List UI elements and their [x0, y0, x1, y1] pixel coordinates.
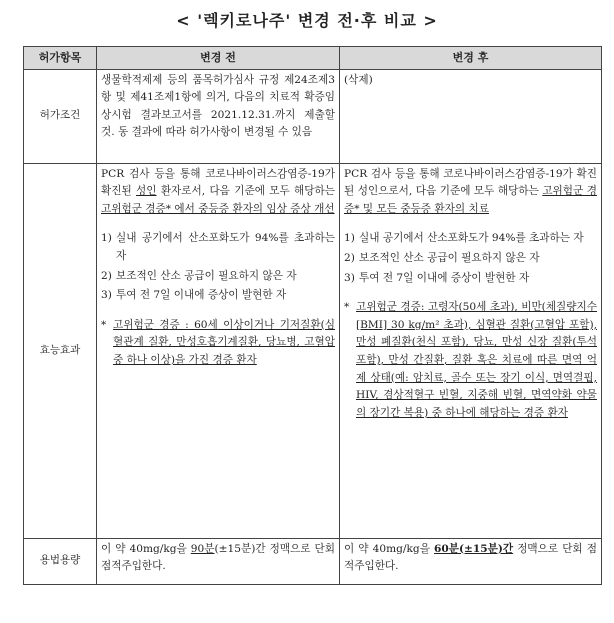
- list-item: 3) 투여 전 7일 이내에 증상이 발현한 자: [344, 271, 530, 284]
- page-title: < '렉키로나주' 변경 전·후 비교 >: [176, 11, 438, 30]
- header-after: 변경 후: [340, 47, 602, 70]
- underlined-text: 성인: [136, 185, 157, 198]
- footnote: * 고위험군 경증 : 60세 이상이거나 기저질환(심혈관계 질환, 만성호흡기계질환, 당뇨병, 고혈압 중 하나 이상)을 가진 경증 환자: [101, 318, 335, 366]
- row-label: 용법용량: [24, 538, 97, 584]
- header-before: 변경 전: [97, 47, 340, 70]
- list-item: 1) 실내 공기에서 산소포화도가 94%를 초과하는 자: [101, 232, 335, 262]
- efficacy-before: [97, 163, 340, 538]
- dosage-before: 이 약 40mg/kg을 90분(±15분)간 정맥으로 단회 점적주입한다.: [97, 538, 340, 584]
- efficacy-before-intro: PCR 검사 등을 통해 코로나바이러스감염증-19가 확진된 성인 환자로서, 다음 기준에 모두 해당하는 고위험군 경증* 에서 중등증 환자의 임상 증상 개선: [101, 167, 335, 215]
- list-item: 3) 투여 전 7일 이내에 증상이 발현한 자: [101, 289, 287, 302]
- header-item: 허가항목: [24, 47, 97, 70]
- table-row: [24, 163, 602, 538]
- condition-before: 생물학적제제 등의 품목허가심사 규정 제24조제3항 및 제41조제1항에 의거, 다음의 치료적 확증임상시험 결과보고서를 2021.12.31.까지 제출할 것. 동 결과에 따라 허가사항이 변경될 수 있음: [97, 69, 340, 163]
- list-item: 2) 보조적인 산소 공급이 필요하지 않은 자: [101, 269, 297, 282]
- list-item: 1) 실내 공기에서 산소포화도가 94%를 초과하는 자: [344, 232, 584, 245]
- table-row: [24, 538, 602, 584]
- underlined-text: 고위험군 경증* 및 모든 중등증 환자의 치료: [344, 185, 597, 215]
- row-label: 효능효과: [24, 163, 97, 538]
- footnote: * 고위험군 경증: 고령자(50세 초과), 비만(체질량지수[BMI] 30 kg/m² 초과), 심혈관 질환(고혈압 포함), 만성 폐질환(천식 포함), 당뇨, 만성 신장 질환(투석 포함), 만성 간질환, 질환 혹은 치료에 따른 면역 억제 상태(예: 암치료, 골수 또는 장기 이식, 면역결핍, HIV, 겸상적혈구 빈혈, 지중해 빈혈, 면역약화 약물의 장기간 복용) 중 하나에 해당하는 경증 환자: [344, 301, 597, 419]
- comparison-table: [23, 46, 602, 585]
- underlined-text: 60분(±15분)간: [434, 542, 514, 555]
- table-header-row: [24, 47, 602, 70]
- table-row: [24, 69, 602, 163]
- row-label: 허가조건: [24, 69, 97, 163]
- dosage-after: 이 약 40mg/kg을 60분(±15분)간 정맥으로 단회 점적주입한다.: [340, 538, 602, 584]
- efficacy-after-intro: PCR 검사 등을 통해 코로나바이러스감염증-19가 확진된 성인으로서, 다음 기준에 모두 해당하는 고위험군 경증* 및 모든 중등증 환자의 치료: [344, 167, 597, 215]
- underlined-text: 고위험군 경증* 에서 중등증 환자의 임상 증상 개선: [101, 202, 335, 215]
- underlined-text: 90분: [190, 542, 215, 555]
- list-item: 2) 보조적인 산소 공급이 필요하지 않은 자: [344, 251, 540, 264]
- condition-after: (삭제): [340, 69, 602, 163]
- efficacy-after: [340, 163, 602, 538]
